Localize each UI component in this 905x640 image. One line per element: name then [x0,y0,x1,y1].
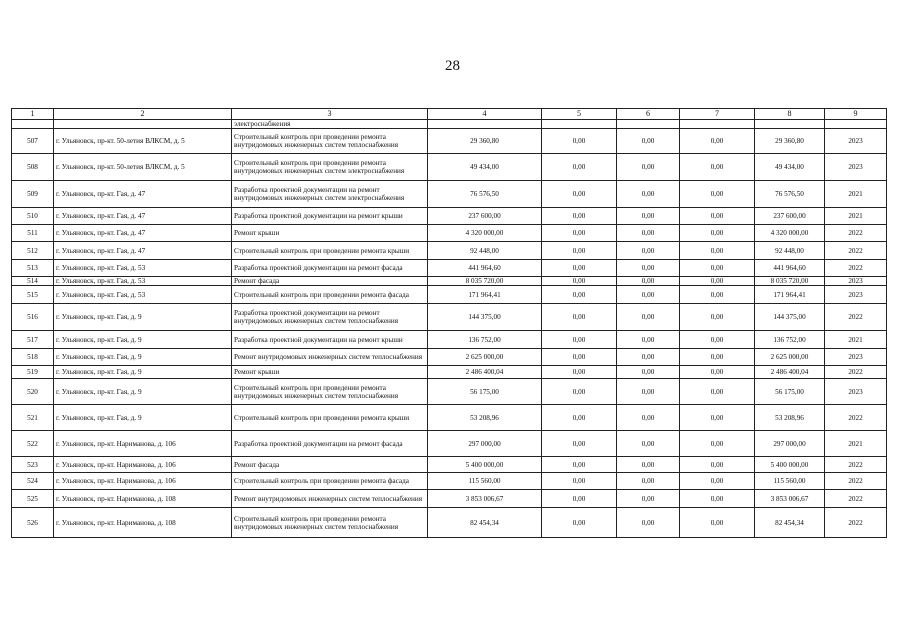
address-cell: г. Ульяновск, пр-кт. Гая, д. 47 [54,208,232,225]
table-row [12,349,887,366]
amount-total-cell: 56 175,00 [428,379,542,405]
table-row [12,304,887,331]
amount-col5-cell: 0,00 [542,490,617,508]
table-row [12,379,887,405]
amount-col7-cell: 0,00 [680,379,755,405]
table-row [12,129,887,154]
amount-col5-cell: 0,00 [542,508,617,538]
amount-col7-cell: 0,00 [680,349,755,366]
amount-col5-cell: 0,00 [542,225,617,242]
table-row [12,242,887,260]
amount-col5-cell: 0,00 [542,304,617,331]
amount-col6-cell: 0,00 [617,379,680,405]
amount-total-cell: 53 208,96 [428,405,542,431]
address-cell: г. Ульяновск, пр-кт. Гая, д. 47 [54,242,232,260]
amount-col7-cell: 0,00 [680,242,755,260]
year-cell: 2022 [825,508,887,538]
col-2-header: 2 [54,109,232,120]
continuation-text: электроснабжения [232,120,428,129]
amount-col5-cell: 0,00 [542,349,617,366]
address-cell: г. Ульяновск, пр-кт. Гая, д. 9 [54,366,232,379]
table-row [12,225,887,242]
amount-total-cell: 2 486 400,04 [428,366,542,379]
amount-col8-cell: 8 035 720,00 [755,277,825,286]
amount-total-cell: 3 853 006,67 [428,490,542,508]
address-cell: г. Ульяновск, пр-кт. 50-летия ВЛКСМ, д. 5 [54,129,232,154]
amount-total-cell: 237 600,00 [428,208,542,225]
address-cell: г. Ульяновск, пр-кт. 50-летия ВЛКСМ, д. 5 [54,154,232,181]
amount-col7-cell: 0,00 [680,225,755,242]
amount-col5-cell: 0,00 [542,331,617,349]
year-cell: 2021 [825,331,887,349]
year-cell: 2022 [825,473,887,490]
row-number: 526 [12,508,54,538]
row-number: 518 [12,349,54,366]
table-row [12,366,887,379]
work-type-cell: Строительный контроль при проведении ремонта крыши [232,405,428,431]
amount-col6-cell: 0,00 [617,154,680,181]
year-cell: 2021 [825,181,887,208]
address-cell: г. Ульяновск, пр-кт. Нариманова, д. 108 [54,508,232,538]
work-type-cell: Строительный контроль при проведении ремонта крыши [232,242,428,260]
amount-col6-cell: 0,00 [617,260,680,277]
address-cell: г. Ульяновск, пр-кт. Гая, д. 9 [54,349,232,366]
year-cell: 2022 [825,457,887,473]
year-cell: 2023 [825,349,887,366]
row-number: 524 [12,473,54,490]
amount-total-cell: 29 360,80 [428,129,542,154]
amount-col6-cell: 0,00 [617,286,680,304]
col-8-header: 8 [755,109,825,120]
address-cell: г. Ульяновск, пр-кт. Гая, д. 47 [54,225,232,242]
amount-col5-cell: 0,00 [542,473,617,490]
amount-col7-cell: 0,00 [680,366,755,379]
table-row [12,508,887,538]
amount-col6-cell: 0,00 [617,405,680,431]
year-cell: 2023 [825,129,887,154]
amount-col7-cell: 0,00 [680,457,755,473]
row-number: 511 [12,225,54,242]
amount-col6-cell: 0,00 [617,208,680,225]
work-type-cell: Разработка проектной документации на ремонт фасада [232,260,428,277]
row-number: 514 [12,277,54,286]
work-type-cell: Разработка проектной документации на ремонт фасада [232,431,428,457]
amount-col7-cell: 0,00 [680,331,755,349]
amount-col5-cell: 0,00 [542,277,617,286]
work-type-cell: Разработка проектной документации на ремонт крыши [232,331,428,349]
work-type-cell: Строительный контроль при проведении ремонта внутридомовых инженерных систем теплоснабжения [232,379,428,405]
work-type-cell: Разработка проектной документации на ремонт внутридомовых инженерных систем теплоснабжения [232,304,428,331]
address-cell: г. Ульяновск, пр-кт. Гая, д. 9 [54,331,232,349]
amount-col6-cell: 0,00 [617,349,680,366]
amount-total-cell: 4 320 000,00 [428,225,542,242]
amount-col5-cell: 0,00 [542,242,617,260]
amount-col8-cell: 297 000,00 [755,431,825,457]
address-cell: г. Ульяновск, пр-кт. Гая, д. 9 [54,379,232,405]
amount-col7-cell: 0,00 [680,473,755,490]
amount-total-cell: 49 434,00 [428,154,542,181]
year-cell: 2021 [825,431,887,457]
address-cell: г. Ульяновск, пр-кт. Гая, д. 53 [54,277,232,286]
row-number: 522 [12,431,54,457]
year-cell: 2022 [825,260,887,277]
amount-total-cell: 297 000,00 [428,431,542,457]
continuation-row [12,120,887,129]
work-type-cell: Ремонт внутридомовых инженерных систем теплоснабжения [232,490,428,508]
row-number: 509 [12,181,54,208]
page-number: 28 [445,58,460,74]
amount-col7-cell: 0,00 [680,129,755,154]
amount-col7-cell: 0,00 [680,405,755,431]
col-6-header: 6 [617,109,680,120]
year-cell: 2022 [825,225,887,242]
table-row [12,154,887,181]
amount-total-cell: 76 576,50 [428,181,542,208]
amount-col5-cell: 0,00 [542,405,617,431]
amount-total-cell: 2 625 000,00 [428,349,542,366]
amount-total-cell: 82 454,34 [428,508,542,538]
work-type-cell: Ремонт фасада [232,277,428,286]
amount-col8-cell: 237 600,00 [755,208,825,225]
amount-col5-cell: 0,00 [542,379,617,405]
amount-col8-cell: 2 625 000,00 [755,349,825,366]
address-cell: г. Ульяновск, пр-кт. Гая, д. 9 [54,405,232,431]
work-type-cell: Ремонт крыши [232,366,428,379]
column-number-row [12,109,887,120]
work-type-cell: Разработка проектной документации на ремонт внутридомовых инженерных систем электроснабжения [232,181,428,208]
table-row [12,331,887,349]
work-type-cell: Ремонт фасада [232,457,428,473]
year-cell: 2022 [825,366,887,379]
amount-col8-cell: 115 560,00 [755,473,825,490]
amount-col6-cell: 0,00 [617,129,680,154]
amount-col6-cell: 0,00 [617,277,680,286]
row-number: 521 [12,405,54,431]
row-number: 513 [12,260,54,277]
address-cell: г. Ульяновск, пр-кт. Гая, д. 9 [54,304,232,331]
amount-col8-cell: 49 434,00 [755,154,825,181]
amount-col7-cell: 0,00 [680,260,755,277]
amount-col8-cell: 29 360,80 [755,129,825,154]
amount-col8-cell: 5 400 000,00 [755,457,825,473]
year-cell: 2022 [825,304,887,331]
amount-col8-cell: 144 375,00 [755,304,825,331]
amount-col6-cell: 0,00 [617,181,680,208]
amount-col7-cell: 0,00 [680,181,755,208]
address-cell: г. Ульяновск, пр-кт. Гая, д. 53 [54,286,232,304]
amount-total-cell: 115 560,00 [428,473,542,490]
table-row [12,405,887,431]
amount-col5-cell: 0,00 [542,181,617,208]
amount-col6-cell: 0,00 [617,304,680,331]
work-type-cell: Строительный контроль при проведении ремонта фасада [232,473,428,490]
amount-col7-cell: 0,00 [680,154,755,181]
year-cell: 2023 [825,154,887,181]
amount-total-cell: 5 400 000,00 [428,457,542,473]
row-number: 519 [12,366,54,379]
row-number: 510 [12,208,54,225]
table-row [12,473,887,490]
table-row [12,431,887,457]
year-cell: 2023 [825,277,887,286]
amount-col6-cell: 0,00 [617,457,680,473]
address-cell: г. Ульяновск, пр-кт. Нариманова, д. 106 [54,457,232,473]
table-row [12,181,887,208]
address-cell: г. Ульяновск, пр-кт. Нариманова, д. 106 [54,431,232,457]
row-number: 515 [12,286,54,304]
work-type-cell: Строительный контроль при проведении ремонта фасада [232,286,428,304]
row-number: 517 [12,331,54,349]
year-cell: 2023 [825,379,887,405]
amount-col5-cell: 0,00 [542,457,617,473]
amount-total-cell: 171 964,41 [428,286,542,304]
work-type-cell: Разработка проектной документации на ремонт крыши [232,208,428,225]
row-number: 512 [12,242,54,260]
amount-total-cell: 136 752,00 [428,331,542,349]
amount-col6-cell: 0,00 [617,331,680,349]
year-cell: 2022 [825,242,887,260]
amount-total-cell: 92 448,00 [428,242,542,260]
amount-total-cell: 8 035 720,00 [428,277,542,286]
table-row [12,208,887,225]
amount-col7-cell: 0,00 [680,208,755,225]
table-row [12,490,887,508]
work-type-cell: Ремонт крыши [232,225,428,242]
amount-col8-cell: 171 964,41 [755,286,825,304]
amount-col5-cell: 0,00 [542,129,617,154]
amount-col6-cell: 0,00 [617,242,680,260]
address-cell: г. Ульяновск, пр-кт. Нариманова, д. 108 [54,490,232,508]
col-9-header: 9 [825,109,887,120]
amount-col8-cell: 82 454,34 [755,508,825,538]
amount-col8-cell: 56 175,00 [755,379,825,405]
amount-col6-cell: 0,00 [617,225,680,242]
year-cell: 2023 [825,286,887,304]
col-7-header: 7 [680,109,755,120]
row-number: 525 [12,490,54,508]
amount-col5-cell: 0,00 [542,366,617,379]
amount-col6-cell: 0,00 [617,508,680,538]
amount-col8-cell: 2 486 400,04 [755,366,825,379]
amount-col8-cell: 136 752,00 [755,331,825,349]
year-cell: 2021 [825,208,887,225]
amount-col5-cell: 0,00 [542,431,617,457]
address-cell: г. Ульяновск, пр-кт. Нариманова, д. 106 [54,473,232,490]
amount-col8-cell: 76 576,50 [755,181,825,208]
year-cell: 2022 [825,405,887,431]
amount-col8-cell: 53 208,96 [755,405,825,431]
row-number: 516 [12,304,54,331]
table-row [12,286,887,304]
amount-col7-cell: 0,00 [680,490,755,508]
row-number: 508 [12,154,54,181]
amount-col5-cell: 0,00 [542,208,617,225]
col-1-header: 1 [12,109,54,120]
table-row [12,260,887,277]
amount-col8-cell: 3 853 006,67 [755,490,825,508]
amount-col7-cell: 0,00 [680,508,755,538]
work-type-cell: Строительный контроль при проведении ремонта внутридомовых инженерных систем теплоснабжения [232,508,428,538]
amount-col7-cell: 0,00 [680,304,755,331]
address-cell: г. Ульяновск, пр-кт. Гая, д. 47 [54,181,232,208]
work-type-cell: Ремонт внутридомовых инженерных систем теплоснабжения [232,349,428,366]
col-4-header: 4 [428,109,542,120]
amount-col5-cell: 0,00 [542,260,617,277]
amount-col7-cell: 0,00 [680,286,755,304]
table-row [12,457,887,473]
address-cell: г. Ульяновск, пр-кт. Гая, д. 53 [54,260,232,277]
amount-col8-cell: 4 320 000,00 [755,225,825,242]
work-type-cell: Строительный контроль при проведении ремонта внутридомовых инженерных систем теплоснабжения [232,129,428,154]
work-type-cell: Строительный контроль при проведении ремонта внутридомовых инженерных систем электроснабжения [232,154,428,181]
year-cell: 2022 [825,490,887,508]
amount-col7-cell: 0,00 [680,431,755,457]
amount-total-cell: 144 375,00 [428,304,542,331]
amount-col5-cell: 0,00 [542,154,617,181]
col-3-header: 3 [232,109,428,120]
works-table [11,108,887,538]
row-number: 523 [12,457,54,473]
amount-col6-cell: 0,00 [617,366,680,379]
row-number: 507 [12,129,54,154]
amount-col5-cell: 0,00 [542,286,617,304]
table-row [12,277,887,286]
amount-col8-cell: 92 448,00 [755,242,825,260]
amount-col6-cell: 0,00 [617,431,680,457]
amount-total-cell: 441 964,60 [428,260,542,277]
col-5-header: 5 [542,109,617,120]
row-number: 520 [12,379,54,405]
amount-col6-cell: 0,00 [617,473,680,490]
amount-col7-cell: 0,00 [680,277,755,286]
amount-col8-cell: 441 964,60 [755,260,825,277]
amount-col6-cell: 0,00 [617,490,680,508]
